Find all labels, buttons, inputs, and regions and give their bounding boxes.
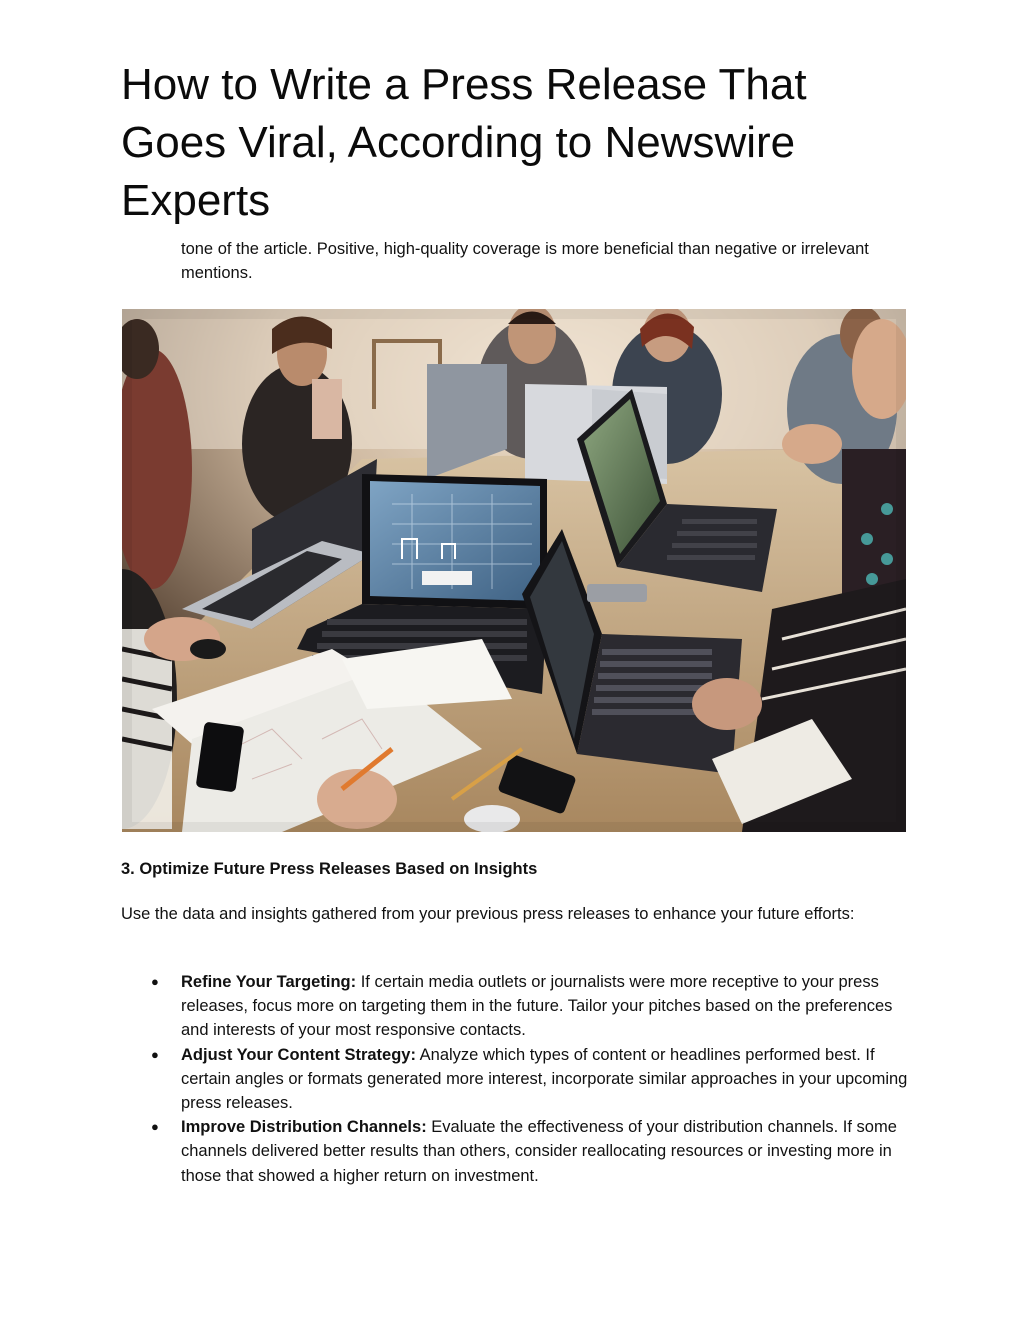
section-paragraph: Use the data and insights gathered from your previous press releases to enhance your future efforts: bbox=[121, 905, 855, 923]
bullet-item-adjust-content-strategy bbox=[121, 1043, 911, 1116]
bullet-icon: ● bbox=[151, 1046, 159, 1062]
bullet-icon: ● bbox=[151, 974, 159, 989]
bullet-item-refine-targeting bbox=[121, 970, 911, 1043]
bullet-text: Analyze which types of content or headlines performed best. If certain angles or formats generated more interest, incorporate similar approaches in your upcoming press releases. bbox=[181, 1045, 908, 1113]
bullet-text: Evaluate the effectiveness of your distribution channels. If some channels delivered better results than others, consider reallocating resources or investing more in those that showed a higher return on investment. bbox=[181, 1118, 897, 1185]
bullet-icon: ● bbox=[151, 1119, 159, 1135]
intro-text: tone of the article. Positive, high-quality coverage is more beneficial than negative or irrelevant mentions. bbox=[181, 240, 869, 282]
bullet-text: If certain media outlets or journalists were more receptive to your press releases, focus more on targeting them in the future. Tailor your pitches based on the preferences and interests of your most responsive contacts. bbox=[181, 973, 893, 1040]
bullet-label: Improve Distribution Channels: bbox=[181, 1118, 427, 1137]
bullet-label: Adjust Your Content Strategy: bbox=[181, 1045, 416, 1064]
bullet-label: Refine Your Targeting: bbox=[181, 973, 357, 991]
section-heading: 3. Optimize Future Press Releases Based on Insights bbox=[121, 860, 538, 878]
page-title: How to Write a Press Release That Goes Viral, According to Newswire Experts bbox=[121, 60, 807, 225]
insights-bullet-list bbox=[121, 970, 911, 1188]
article-photo bbox=[122, 309, 906, 832]
bullet-item-improve-distribution bbox=[121, 1115, 911, 1188]
team-laptops-photo bbox=[122, 309, 906, 832]
